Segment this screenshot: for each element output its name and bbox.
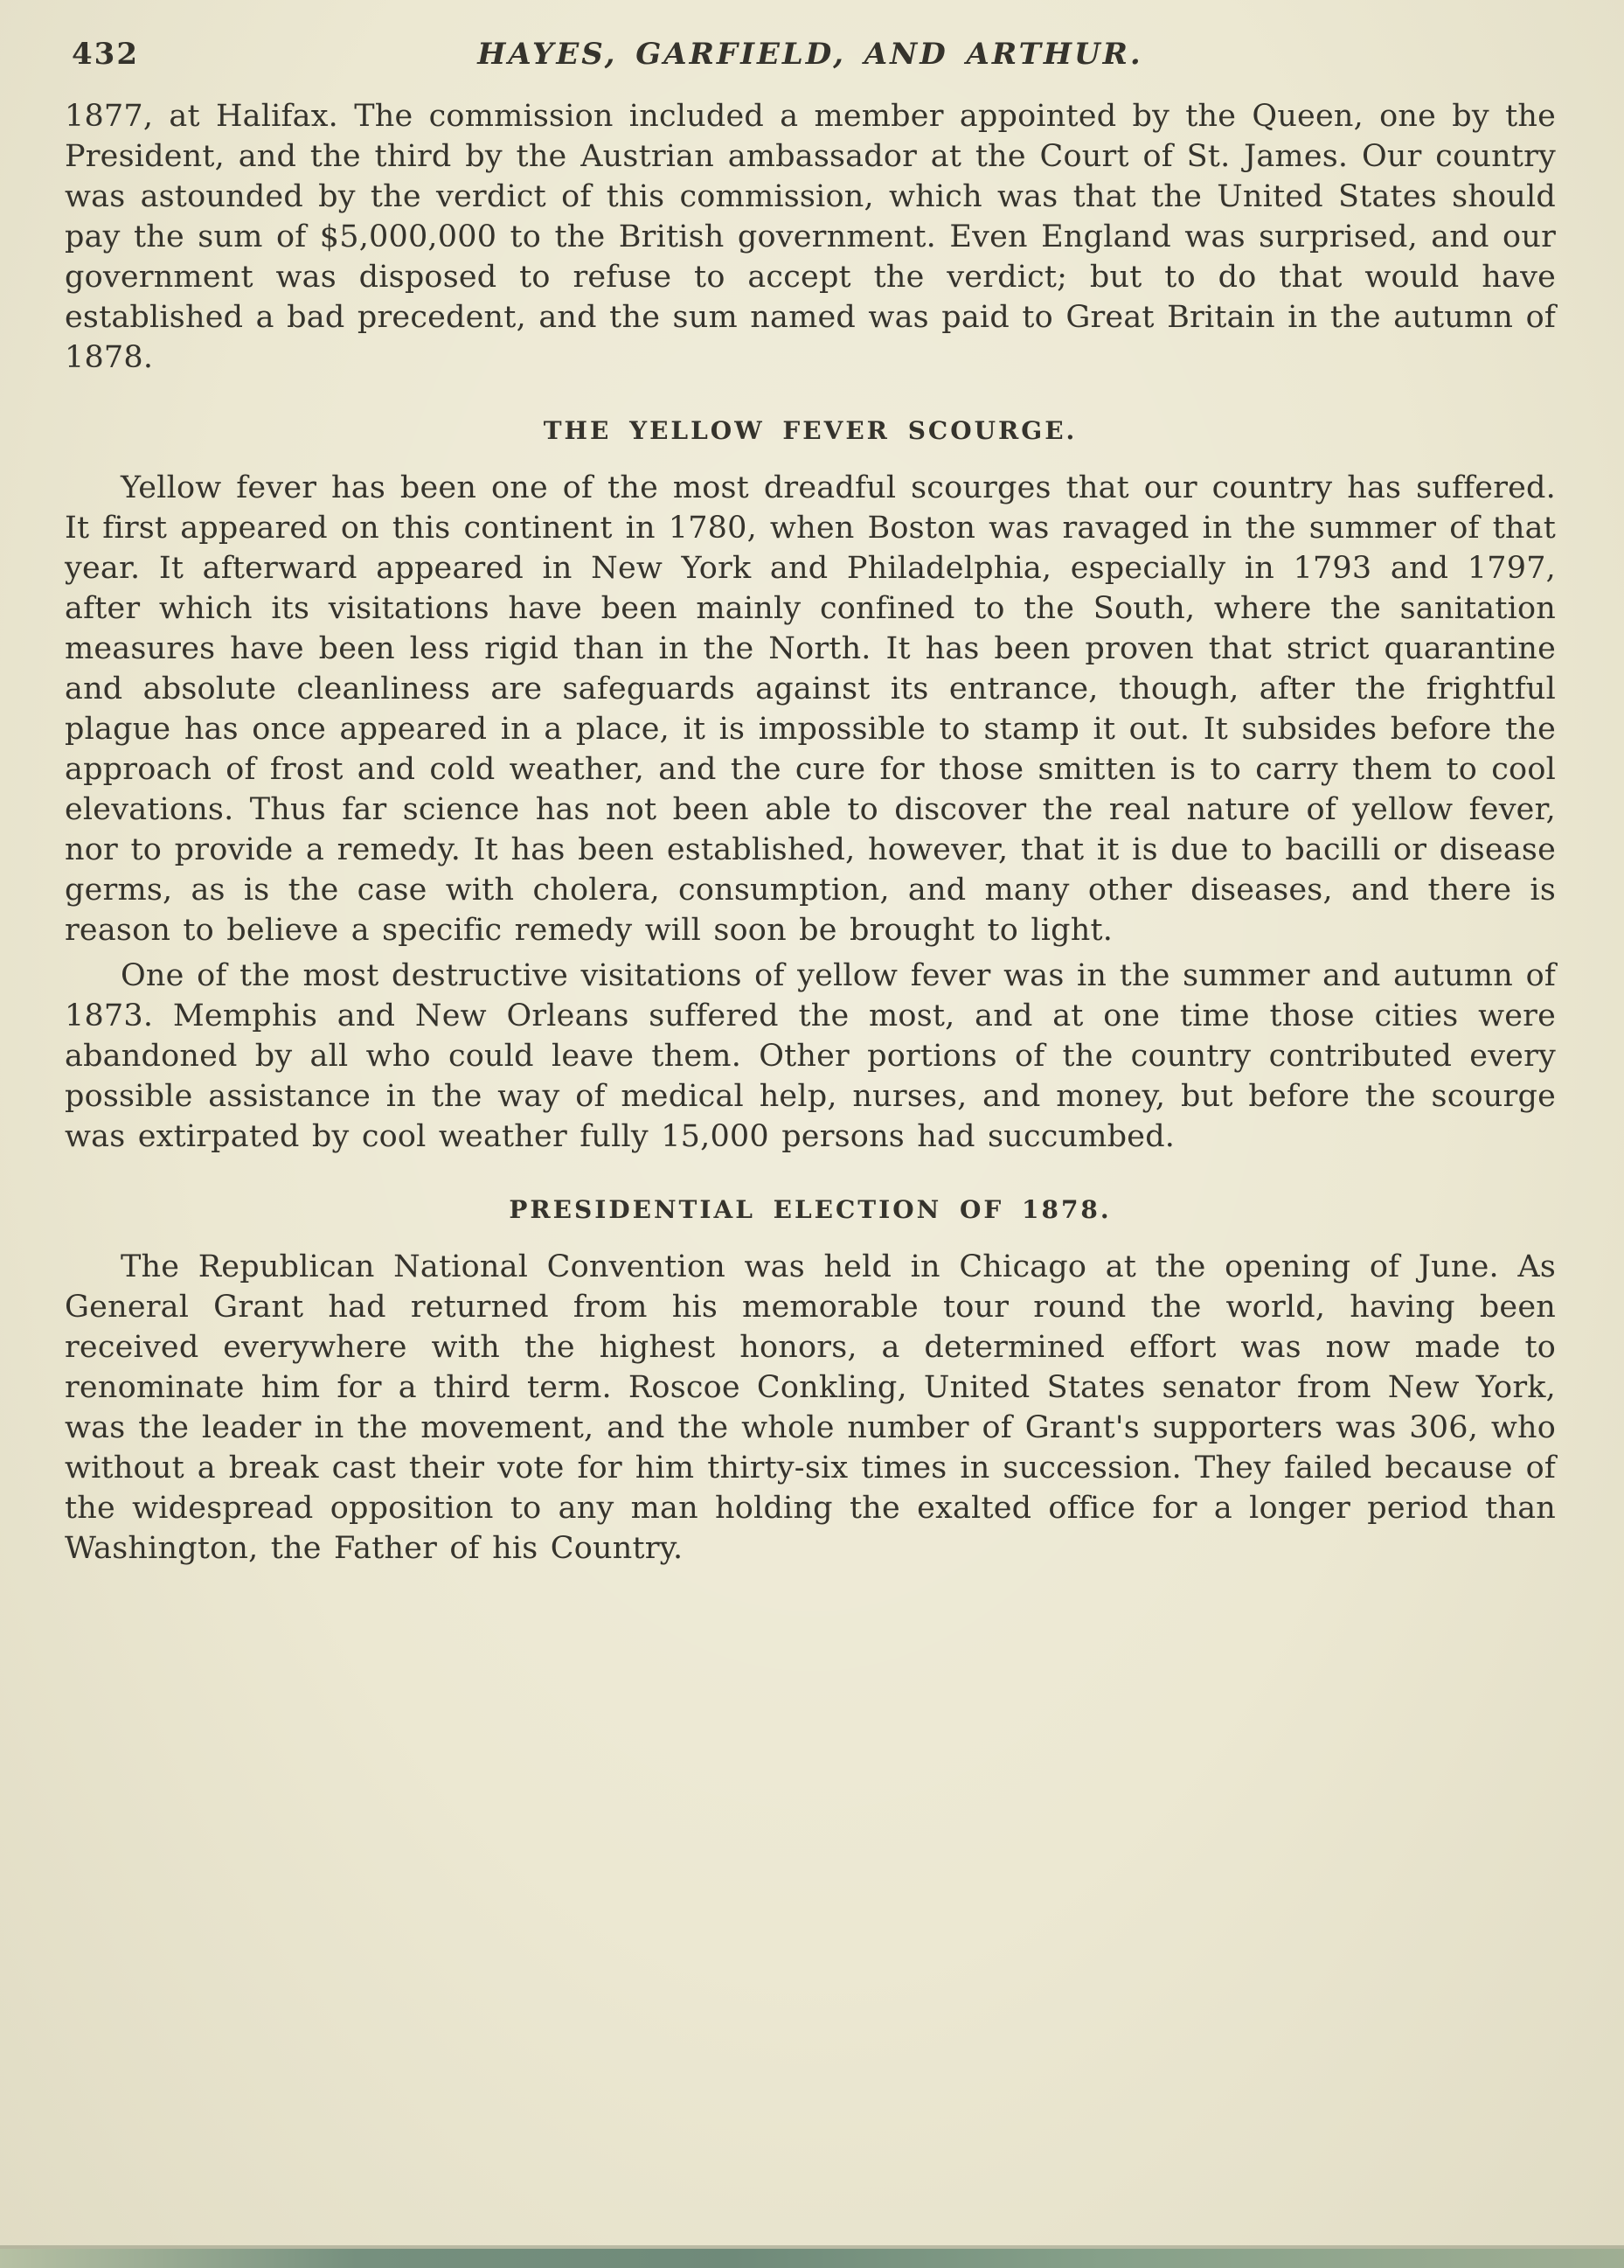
section-heading-yellow-fever: THE YELLOW FEVER SCOURGE. — [543, 416, 1078, 445]
page-number: 432 — [72, 37, 139, 72]
running-title: HAYES, GARFIELD, AND ARTHUR. — [477, 37, 1143, 72]
scan-edge-strip — [0, 2249, 1624, 2268]
running-head — [65, 37, 1556, 72]
paragraph-halifax-commission: 1877, at Halifax. The commission included a member appointed by the Queen, one by the President, and the third by the Austrian ambassador at the Court of St. James. Our country was astounded by the verdict of this commission, which was that the United States should pay the sum of $5,000,000 to the British government. Even England was surprised, and our government was disposed to refuse to accept the verdict; but to do that would have established a bad precedent, and the sum named was paid to Great Britain in the autumn of 1878. — [65, 99, 1556, 375]
section-heading-presidential-election: PRESIDENTIAL ELECTION OF 1878. — [509, 1195, 1112, 1224]
paragraph-1873-epidemic: One of the most destructive visitations of yellow fever was in the summer and autumn of 1873. Memphis and New Orleans suffered the most, and at one time those cities were abandoned by all who could leave them. Other portions of the country contributed every possible assistance in the way of medical help, nurses, and money, but before the scourge was extirpated by cool weather fully 15,000 persons had succumbed. — [65, 958, 1556, 1154]
paragraph-yellow-fever-history: Yellow fever has been one of the most dreadful scourges that our country has suffered. It first appeared on this continent in 1780, when Boston was ravaged in the summer of that year. It afterward appeared in New York and Philadelphia, especially in 1793 and 1797, after which its visitations have been mainly confined to the South, where the sanitation measures have been less rigid than in the North. It has been proven that strict quarantine and absolute cleanliness are safeguards against its entrance, though, after the frightful plague has once appeared in a place, it is impossible to stamp it out. It subsides before the approach of frost and cold weather, and the cure for those smitten is to carry them to cool elevations. Thus far science has not been able to discover the real nature of yellow fever, nor to provide a remedy. It has been established, however, that it is due to bacilli or disease germs, as is the case with cholera, consumption, and many other diseases, and there is reason to believe a specific remedy will soon be brought to light. — [65, 470, 1556, 948]
paragraph-republican-convention: The Republican National Convention was held in Chicago at the opening of June. As General Grant had returned from his memorable tour round the world, having been received everywhere with the highest honors, a determined effort was now made to renominate him for a third term. Roscoe Conkling, United States senator from New York, was the leader in the movement, and the whole number of Grant's supporters was 306, who without a break cast their vote for him thirty-six times in succession. They failed because of the widespread opposition to any man holding the exalted office for a longer period than Washington, the Father of his Country. — [65, 1249, 1556, 1566]
